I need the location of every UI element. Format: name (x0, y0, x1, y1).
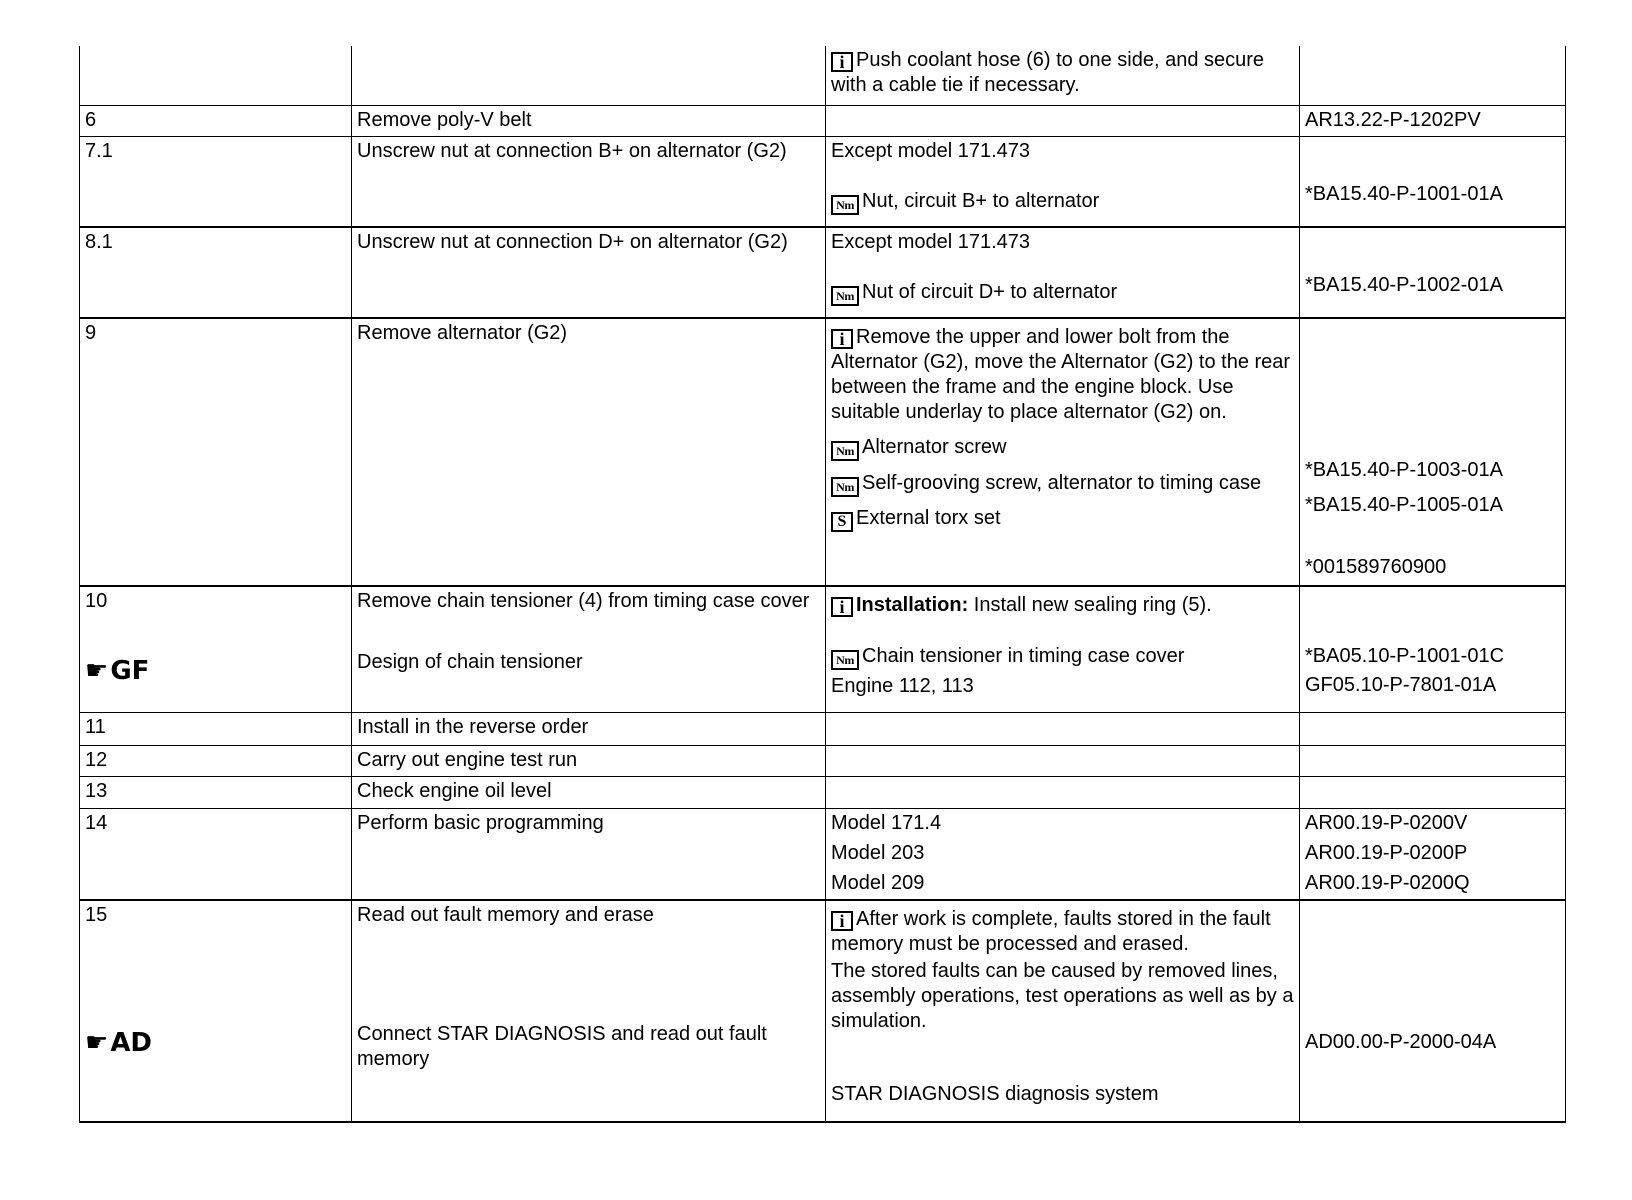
ref-cell (1300, 900, 1566, 1122)
note-text: Alternator screw (862, 436, 1007, 458)
ref-link[interactable]: GF05.10-P-7801-01A (1305, 674, 1497, 696)
note-cell (826, 808, 1300, 900)
torque-nm-icon: Nm (831, 650, 859, 670)
note-text: Nut of circuit D+ to alternator (862, 281, 1118, 303)
info-icon: i (831, 597, 853, 617)
table-row (80, 318, 1566, 586)
table-row (80, 900, 1566, 1122)
ref-cell (1300, 808, 1566, 900)
ref-link[interactable]: *BA05.10-P-1001-01C (1305, 645, 1505, 667)
ref-cell (1300, 776, 1566, 808)
procedure-table (79, 46, 1566, 1123)
note-text: Chain tensioner in timing case cover (862, 645, 1185, 667)
action-cell: Remove alternator (G2) (352, 318, 826, 586)
ref-link[interactable]: AR00.19-P-0200Q (1305, 871, 1470, 894)
action-cell: Check engine oil level (352, 776, 826, 808)
sub-note-text: STAR DIAGNOSIS diagnosis system (831, 1082, 1159, 1105)
torque-nm-icon: Nm (831, 477, 859, 497)
ref-link[interactable]: *001589760900 (1305, 556, 1447, 578)
action-cell: Read out fault memory and erase Connect STAR DIAGNOSIS and read out fault memory (352, 900, 826, 1122)
action-cell (352, 46, 826, 105)
note-cell (826, 712, 1300, 745)
step-cell: 10 ☛GF (80, 586, 352, 712)
table-row (80, 227, 1566, 318)
note-cell (826, 318, 1300, 586)
gf-pointer-icon: ☛GF (85, 656, 150, 686)
step-cell: 13 (80, 776, 352, 808)
note-text: The stored faults can be caused by removed lines, assembly operations, test operations as well as by a simulation. (831, 959, 1294, 1032)
step-cell: 11 (80, 712, 352, 745)
note-cell (826, 776, 1300, 808)
sub-action-text: Design of chain tensioner (357, 651, 583, 673)
action-cell: Remove poly-V belt (352, 105, 826, 136)
note-text: After work is complete, faults stored in the fault memory must be processed and erased. (831, 907, 1271, 955)
ref-cell (1300, 46, 1566, 105)
note-text: Nut, circuit B+ to alternator (862, 189, 1100, 212)
info-icon: i (831, 52, 853, 72)
ref-link[interactable]: AD00.00-P-2000-04A (1305, 1030, 1497, 1053)
sub-action-text: Connect STAR DIAGNOSIS and read out fault memory (357, 1022, 767, 1070)
table-row (80, 745, 1566, 776)
ref-cell (1300, 318, 1566, 586)
note-cell (826, 586, 1300, 712)
action-cell: Unscrew nut at connection D+ on alternator (G2) (352, 227, 826, 318)
note-cell (826, 136, 1300, 227)
ad-pointer-icon: ☛AD (85, 1027, 153, 1058)
table-row (80, 105, 1566, 136)
table-row (80, 136, 1566, 227)
note-text: Model 171.4 (831, 811, 942, 834)
note-text: Self-grooving screw, alternator to timing case (862, 472, 1262, 494)
action-cell: Carry out engine test run (352, 745, 826, 776)
ref-link[interactable]: *BA15.40-P-1003-01A (1305, 459, 1503, 481)
action-cell: Unscrew nut at connection B+ on alternator (G2) (352, 136, 826, 227)
step-cell: 6 (80, 105, 352, 136)
step-cell: 7.1 (80, 136, 352, 227)
table-row (80, 808, 1566, 900)
step-cell: 12 (80, 745, 352, 776)
torque-nm-icon: Nm (831, 441, 859, 461)
ref-cell (1300, 227, 1566, 318)
note-cell (826, 105, 1300, 136)
action-cell: Remove chain tensioner (4) from timing case cover Design of chain tensioner (352, 586, 826, 712)
torque-nm-icon: Nm (831, 195, 859, 215)
note-text: Install new sealing ring (5). (973, 594, 1212, 616)
ref-cell (1300, 586, 1566, 712)
step-cell: 9 (80, 318, 352, 586)
ref-link[interactable]: *BA15.40-P-1005-01A (1305, 494, 1503, 516)
special-tool-icon: S (831, 512, 853, 532)
note-text: Model 203 (831, 841, 925, 864)
torque-nm-icon: Nm (831, 286, 859, 306)
note-cell (826, 46, 1300, 105)
ref-link[interactable]: AR00.19-P-0200V (1305, 811, 1468, 834)
table-row (80, 712, 1566, 745)
step-cell (80, 46, 352, 105)
ref-link[interactable]: *BA15.40-P-1001-01A (1305, 182, 1503, 205)
table-row (80, 46, 1566, 105)
action-cell: Perform basic programming (352, 808, 826, 900)
info-icon: i (831, 329, 853, 349)
ref-link[interactable]: AR13.22-P-1202PV (1300, 105, 1566, 136)
note-text: External torx set (856, 507, 1001, 529)
note-text: Model 209 (831, 871, 925, 894)
ref-cell (1300, 136, 1566, 227)
note-bold: Installation: (856, 594, 969, 616)
step-cell: 14 (80, 808, 352, 900)
info-icon: i (831, 911, 853, 931)
step-cell: 15 ☛AD (80, 900, 352, 1122)
note-cell (826, 900, 1300, 1122)
sub-note-text: Engine 112, 113 (831, 675, 974, 697)
ref-cell (1300, 745, 1566, 776)
ref-link[interactable]: *BA15.40-P-1002-01A (1305, 274, 1503, 296)
note-text: Except model 171.473 (831, 231, 1031, 253)
note-text: Except model 171.473 (831, 139, 1031, 162)
note-cell (826, 227, 1300, 318)
action-cell: Install in the reverse order (352, 712, 826, 745)
table-row (80, 776, 1566, 808)
step-cell: 8.1 (80, 227, 352, 318)
ref-cell (1300, 712, 1566, 745)
table-row (80, 586, 1566, 712)
note-text: Remove the upper and lower bolt from the Alternator (G2), move the Alternator (G2) to the rear between the frame and the engine block. Use suitable underlay to place alternator (G2) on. (831, 326, 1291, 423)
note-text: Push coolant hose (6) to one side, and secure with a cable tie if necessary. (831, 49, 1265, 96)
note-cell (826, 745, 1300, 776)
ref-link[interactable]: AR00.19-P-0200P (1305, 841, 1468, 864)
